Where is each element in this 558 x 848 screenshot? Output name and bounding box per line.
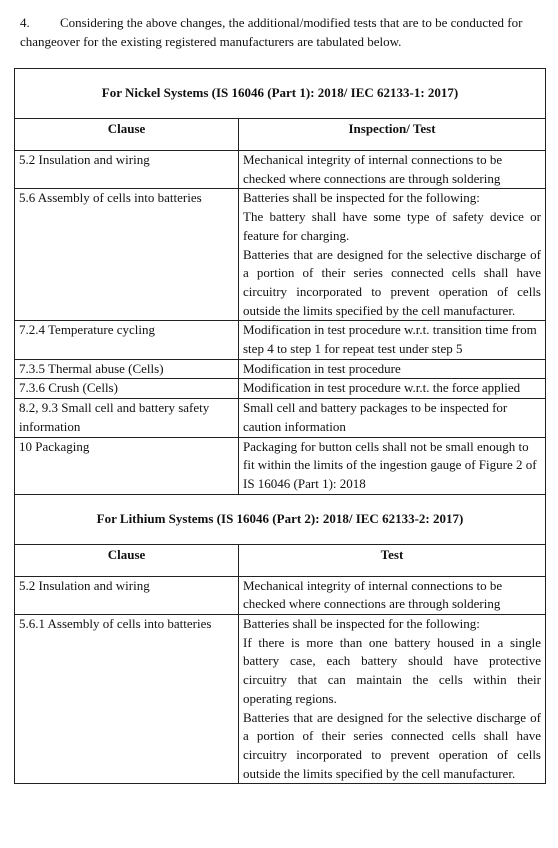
table-row (15, 615, 546, 784)
intro-paragraph (20, 14, 550, 51)
clause-cell: 5.6.1 Assembly of cells into batteries (15, 615, 239, 784)
test-line: The battery shall have some type of safety device or feature for charging. (243, 209, 541, 243)
nickel-test-header: Inspection/ Test (239, 119, 546, 151)
intro-text: Considering the above changes, the additional/modified tests that are to be conducted for changeover for the existing registered manufacturers are tabulated below. (20, 15, 523, 49)
clause-cell: 8.2, 9.3 Small cell and battery safety information (15, 399, 239, 437)
clause-cell: 7.2.4 Temperature cycling (15, 321, 239, 359)
test-cell: Mechanical integrity of internal connections to be checked where connections are through soldering (239, 576, 546, 614)
test-cell: Small cell and battery packages to be inspected for caution information (239, 399, 546, 437)
clause-cell: 5.2 Insulation and wiring (15, 151, 239, 189)
clause-cell: 5.6 Assembly of cells into batteries (15, 189, 239, 321)
test-cell: Packaging for button cells shall not be small enough to fit within the limits of the ingestion gauge of Figure 2 of IS 16046 (Part 1): 2018 (239, 437, 546, 494)
lithium-clause-header: Clause (15, 544, 239, 576)
tests-table (14, 68, 546, 784)
table-row (15, 151, 546, 189)
table-row (15, 576, 546, 614)
test-line: Batteries that are designed for the selective discharge of a portion of their series connected cells shall have circuitry incorporated to prevent operation of cells outside the limits specified by the cell manufacturer. (243, 709, 541, 781)
table-row (15, 437, 546, 494)
clause-cell: 7.3.6 Crush (Cells) (15, 379, 239, 399)
test-cell: Mechanical integrity of internal connections to be checked where connections are through soldering (239, 151, 546, 189)
table-row (15, 321, 546, 359)
table-row (15, 359, 546, 379)
test-cell (239, 189, 546, 321)
table-row (15, 399, 546, 437)
test-cell: Modification in test procedure (239, 359, 546, 379)
clause-cell: 7.3.5 Thermal abuse (Cells) (15, 359, 239, 379)
test-cell (239, 615, 546, 784)
lithium-section-title: For Lithium Systems (IS 16046 (Part 2): 2018/ IEC 62133-2: 2017) (15, 494, 546, 544)
test-cell: Modification in test procedure w.r.t. transition time from step 4 to step 1 for repeat test under step 5 (239, 321, 546, 359)
nickel-section-title: For Nickel Systems (IS 16046 (Part 1): 2018/ IEC 62133-1: 2017) (15, 69, 546, 119)
clause-cell: 5.2 Insulation and wiring (15, 576, 239, 614)
test-line: Batteries shall be inspected for the following: (243, 616, 480, 632)
test-line: Batteries shall be inspected for the following: (243, 190, 480, 206)
test-line: If there is more than one battery housed in a single battery case, each battery should have protective circuitry that can maintain the cells within their operating regions. (243, 634, 541, 706)
paragraph-number: 4. (20, 15, 30, 30)
table-row (15, 379, 546, 399)
test-line: Batteries that are designed for the selective discharge of a portion of their series connected cells shall have circuitry incorporated to prevent operation of cells outside the limits specified by the cell manufacturer. (243, 246, 541, 318)
lithium-test-header: Test (239, 544, 546, 576)
nickel-clause-header: Clause (15, 119, 239, 151)
clause-cell: 10 Packaging (15, 437, 239, 494)
test-cell: Modification in test procedure w.r.t. the force applied (239, 379, 546, 399)
table-row (15, 189, 546, 321)
